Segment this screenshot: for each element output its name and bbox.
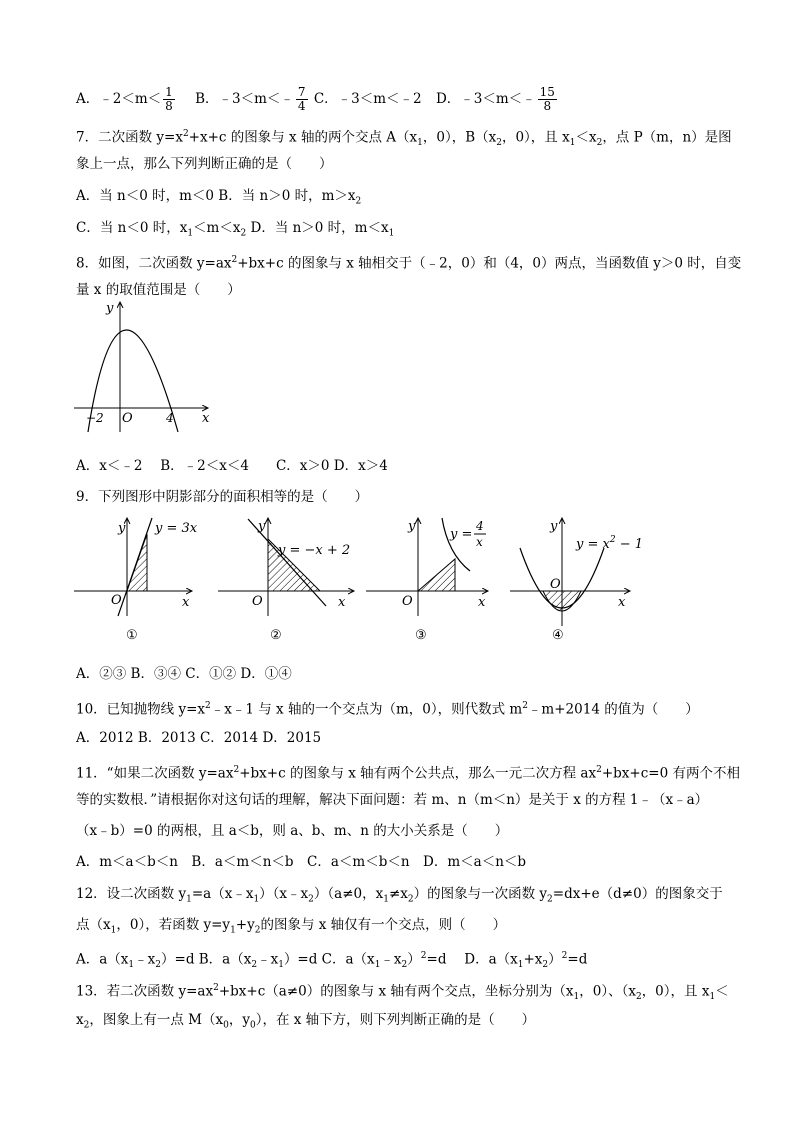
hyperbola-curve [442, 518, 473, 571]
svg-text:O: O [252, 594, 263, 609]
q9-figure-2 [214, 508, 364, 648]
origin-label: O [122, 411, 133, 426]
q8-line1: 8．如图，二次函数 $y=ax^2+bx+c$ 的图象与 x 轴相交于（﹣2，0）和（4，0）两点，当函数值 y＞0 时，自变 [76, 255, 742, 272]
q12-line2: 点（$x_1$，0），若函数 $y=y_1+y_2$的图象与 x 轴仅有一个交点，则（ ） [76, 917, 507, 936]
svg-text:4: 4 [476, 519, 484, 533]
svg-text:O: O [111, 593, 122, 608]
q9-options: A．②③ B．③④ C．①② D．①④ [76, 666, 292, 682]
fraction: $\frac{1}{8}$ [165, 85, 173, 113]
q7-line1: 7．二次函数 $y=x^2+x+c$ 的图象与 x 轴的两个交点 $A(x_1$，0），$B(x_2$，0），且 $x_1<x_2$，点 P（m，n）是图 [76, 129, 732, 149]
q9-figure-4 [506, 508, 646, 648]
svg-text:y: y [118, 521, 126, 536]
svg-text:y =: y = [450, 527, 473, 542]
q7-options-ab: A．当 n＜0 时，m＜0 B．当 n＞0 时，$m>x_2$ [76, 188, 362, 207]
q12-line1: 12．设二次函数 $y_1=a(x﹣x_1)(x﹣x_2)(a\ne 0$，$x_1\ne x_2$）的图象与一次函数 $y_2=dx+e(d\ne 0)$的图象交于 [76, 886, 723, 905]
svg-text:y: y [258, 519, 266, 534]
q11-line3: （x﹣b）=0 的两根，且 a＜b，则 a、b、m、n 的大小关系是（ ） [76, 823, 509, 839]
svg-text:x: x [478, 595, 486, 610]
tick-label-neg2: −2 [86, 411, 104, 425]
q9-title: 9．下列图形中阴影部分的面积相等的是（ ） [76, 489, 369, 505]
svg-text:③: ③ [415, 628, 427, 643]
q9-figure-1 [70, 508, 200, 648]
fraction: $\frac{7}{4}$ [297, 85, 306, 113]
svg-text:y = 3x: y = 3x [155, 521, 198, 536]
shaded-region [418, 559, 455, 591]
svg-text:x: x [338, 595, 346, 610]
q11-options: A．m＜a＜b＜n B．a＜m＜n＜b C．a＜m＜b＜n D．m＜a＜n＜b [76, 854, 527, 870]
svg-text:x: x [182, 595, 190, 610]
q9-figure-3 [362, 508, 502, 648]
svg-text:y: y [550, 519, 558, 534]
tick-label-4: 4 [166, 411, 174, 425]
svg-text:①: ① [126, 628, 138, 643]
q12-options: A．$a(x_1﹣x_2)=d$ B．$a(x_2﹣x_1)=d$ C．$a(x_1﹣x_2)^2=d$ D．$a(x_1+x_2)^2=d$ [76, 951, 588, 971]
q8-line2: 量 x 的取值范围是（ ） [76, 282, 241, 298]
svg-text:y = x2 − 1: $y = x^2 - 1$ [576, 535, 644, 552]
q8-parabola-graph [70, 298, 220, 438]
q7-line2: 象上一点，那么下列判断正确的是（ ） [76, 156, 333, 172]
q13-line1: 13．若二次函数 $y=ax^2+bx+c(a\ne 0)$的图象与 x 轴有两个交点，坐标分别为（$x_1$，0）、（$x_2$，0），且 $x_1<$ [76, 983, 729, 1003]
q11-line2: 等的实数根．”请根据你对这句话的理解，解决下面问题：若 m、n（m＜n）是关于 x 的方程 1﹣（x﹣a） [76, 792, 709, 808]
svg-text:y: y [408, 519, 416, 534]
svg-text:④: ④ [552, 628, 564, 643]
svg-text:②: ② [270, 628, 282, 643]
q13-line2: $x_2$，图象上有一点 $M(x_0$，$y_0$），在 x 轴下方，则下列判断正确的是（ ） [76, 1012, 536, 1031]
q7-options-cd: C．当 n＜0 时，$x_1<m<x_2$ D．当 n＞0 时，$m<x_1$ [76, 220, 395, 239]
q10-options: A．2012 B．2013 C．2014 D．2015 [76, 730, 322, 746]
svg-text:y = −x + 2: y = −x + 2 [278, 543, 351, 558]
q10-line1: 10．已知抛物线 $y=x^2﹣x﹣1$ 与 x 轴的一个交点为（m，0），则代数式 $m^2﹣m+2014$ 的值为（ ） [76, 701, 699, 718]
q6-options: A．﹣2＜m＜ $\frac{1}{8}$ B．﹣3＜m＜﹣ $\frac{7}{4}$ C．﹣3＜m＜﹣2 D．﹣3＜m＜﹣ $\frac{15}{8}$ [76, 85, 555, 113]
svg-text:O: O [402, 594, 413, 609]
q11-line1: 11．“如果二次函数 $y=ax^2+bx+c$ 的图象与 x 轴有两个公共点，那么一元二次方程 $ax^2+bx+c=0$ 有两个不相 [76, 765, 740, 782]
svg-text:O: O [550, 577, 561, 592]
x-axis-label: x [202, 411, 210, 426]
svg-text:x: x [618, 595, 626, 610]
svg-text:x: x [476, 535, 483, 549]
y-axis-label: y [106, 301, 114, 316]
q8-options: A．x＜﹣2 B．﹣2＜x＜4 C．x＞0 D．x＞4 [76, 458, 388, 474]
fraction: $\frac{15}{8}$ [539, 85, 555, 113]
